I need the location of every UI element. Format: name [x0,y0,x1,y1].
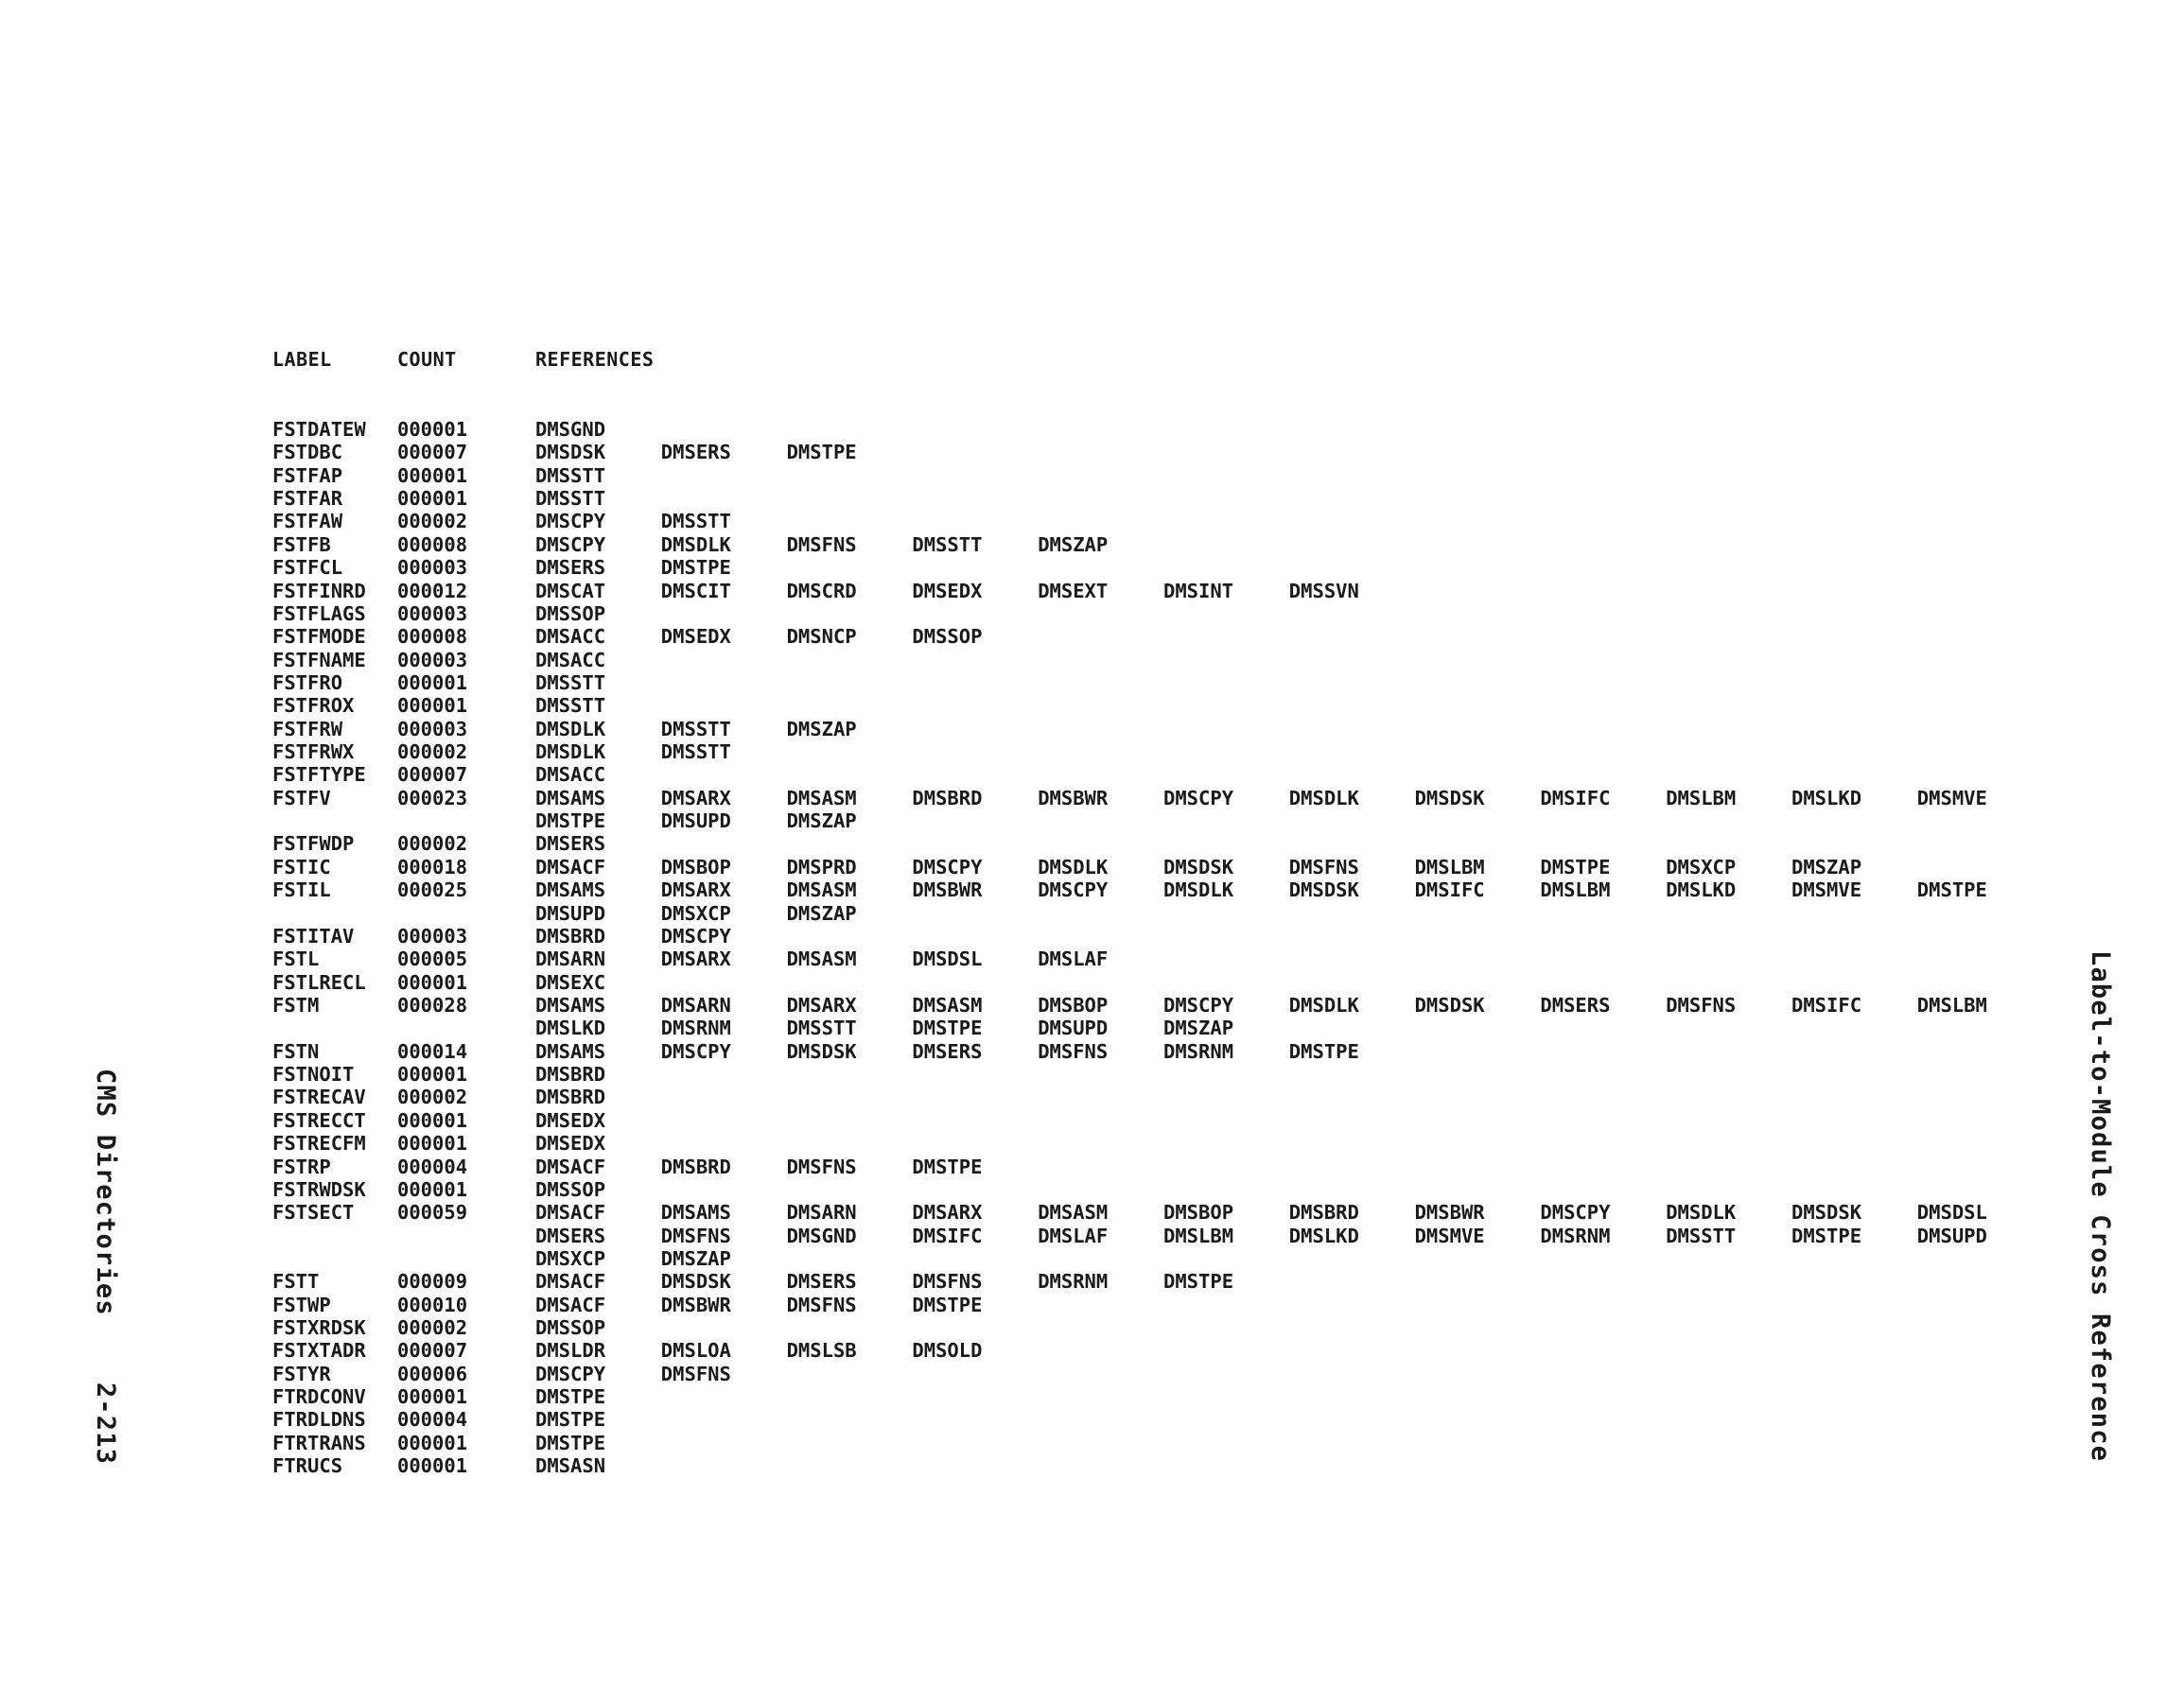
row-reference: DMSEDX [535,1132,606,1156]
row-label: FSTSECT [272,1201,355,1225]
row-reference: DMSSTT [535,694,606,718]
row-reference: DMSZAP [1038,532,1109,556]
row-count: 000002 [397,1086,468,1109]
row-reference: DMSERS [912,1039,983,1063]
row-reference: DMSLAF [1038,1224,1109,1247]
row-label: FSTM [272,993,320,1017]
row-reference: DMSLOA [660,1339,731,1363]
row-label: FSTL [272,948,320,971]
row-reference: DMSAMS [535,1039,606,1063]
row-reference: DMSBRD [912,786,983,809]
row-reference: DMSTPE [1163,1270,1234,1294]
row-reference: DMSTPE [912,1017,983,1040]
row-reference: DMSFNS [1288,855,1359,878]
row-reference: DMSDLK [1038,855,1109,878]
row-reference: DMSSOP [535,1316,606,1340]
row-reference: DMSDLK [535,740,606,764]
row-label: FSTYR [272,1362,331,1385]
row-reference: DMSCPY [535,532,606,556]
row-reference: DMSCPY [1038,878,1109,902]
row-reference: DMSRNM [1163,1039,1234,1063]
row-reference: DMSBRD [535,1086,606,1109]
column-header-label: LABEL [272,348,332,371]
row-count: 000008 [397,625,468,649]
row-reference: DMSDSL [912,948,983,971]
row-reference: DMSGND [786,1224,857,1247]
row-reference: DMSARX [786,993,857,1017]
row-reference: DMSLKD [1666,878,1737,902]
row-label: FSTITAV [272,924,355,948]
row-count: 000002 [397,1316,468,1340]
row-reference: DMSSTT [535,463,606,487]
row-reference: DMSACF [535,1201,606,1225]
row-reference: DMSTPE [912,1293,983,1316]
row-label: FSTXRDSK [272,1316,366,1340]
row-reference: DMSZAP [660,1246,731,1270]
row-label: FSTRECCT [272,1108,366,1132]
row-label: FTRUCS [272,1454,343,1478]
footer-block [91,1069,120,1465]
row-count: 000001 [397,1177,468,1201]
row-label: FSTFAR [272,487,343,511]
row-count: 000003 [397,924,468,948]
footer-title: CMS Directories [91,1069,120,1316]
row-reference: DMSSTT [912,532,983,556]
row-reference: DMSLBM [1163,1224,1234,1247]
row-label: FSTDBC [272,441,343,464]
row-reference: DMSBRD [535,1063,606,1087]
row-count: 000003 [397,648,468,671]
row-reference: DMSTPE [1540,855,1611,878]
row-reference: DMSCPY [660,924,731,948]
row-label: FTRDCONV [272,1385,366,1409]
row-label: FSTFROX [272,694,355,718]
row-reference: DMSARX [660,786,731,809]
row-count: 000003 [397,556,468,580]
row-reference: DMSDLK [1288,993,1359,1017]
row-label: FSTRWDSK [272,1177,366,1201]
row-reference: DMSSVN [1288,579,1359,602]
row-reference: DMSFNS [660,1224,731,1247]
row-label: FSTDATEW [272,418,366,441]
row-count: 000001 [397,487,468,511]
row-reference: DMSDSK [786,1039,857,1063]
row-reference: DMSFNS [660,1362,731,1385]
row-label: FSTNOIT [272,1063,355,1087]
row-reference: DMSLBM [1666,786,1737,809]
row-reference: DMSXCP [660,901,731,925]
row-reference: DMSASM [786,948,857,971]
row-reference: DMSEXC [535,970,606,994]
row-label: FSTFB [272,532,331,556]
row-reference: DMSBWR [912,878,983,902]
row-label: FSTFRW [272,717,343,740]
row-label: FSTFAP [272,463,343,487]
row-reference: DMSZAP [786,717,857,740]
row-reference: DMSASM [786,878,857,902]
row-reference: DMSBRD [660,1155,731,1178]
row-label: FSTWP [272,1293,331,1316]
row-reference: DMSARN [535,948,606,971]
row-reference: DMSPRD [786,855,857,878]
row-reference: DMSTPE [535,809,606,833]
row-reference: DMSERS [1540,993,1611,1017]
row-reference: DMSIFC [1540,786,1611,809]
row-label: FSTFV [272,786,331,809]
row-label: FSTIC [272,855,331,878]
row-reference: DMSSTT [535,670,606,694]
row-reference: DMSCPY [535,1362,606,1385]
row-reference: DMSSOP [535,1177,606,1201]
row-reference: DMSBOP [1163,1201,1234,1225]
row-count: 000001 [397,694,468,718]
row-reference: DMSXCP [535,1246,606,1270]
row-reference: DMSCAT [535,579,606,602]
row-reference: DMSCIT [660,579,731,602]
row-reference: DMSARN [786,1201,857,1225]
row-count: 000001 [397,1063,468,1087]
row-reference: DMSLBM [1916,993,1987,1017]
row-count: 000007 [397,441,468,464]
row-reference: DMSIFC [1791,993,1862,1017]
row-reference: DMSASN [535,1454,606,1478]
row-reference: DMSCPY [535,510,606,533]
row-reference: DMSACF [535,1293,606,1316]
row-reference: DMSMVE [1916,786,1987,809]
row-reference: DMSLBM [1540,878,1611,902]
row-reference: DMSZAP [786,809,857,833]
row-reference: DMSSTT [660,510,731,533]
row-reference: DMSSOP [912,625,983,649]
row-reference: DMSARN [660,993,731,1017]
row-label: FTRDLDNS [272,1408,366,1432]
row-label: FSTFINRD [272,579,366,602]
row-count: 000059 [397,1201,468,1225]
row-reference: DMSDSK [1414,993,1485,1017]
row-label: FSTFNAME [272,648,366,671]
row-label: FSTFMODE [272,625,366,649]
row-reference: DMSTPE [535,1431,606,1454]
row-reference: DMSUPD [660,809,731,833]
row-reference: DMSSOP [535,601,606,625]
row-reference: DMSARX [660,878,731,902]
row-reference: DMSLKD [1288,1224,1359,1247]
row-count: 000001 [397,1132,468,1156]
row-label: FSTLRECL [272,970,366,994]
row-reference: DMSERS [535,832,606,856]
row-count: 000002 [397,510,468,533]
row-reference: DMSUPD [1916,1224,1987,1247]
row-reference: DMSFNS [1666,993,1737,1017]
row-count: 000002 [397,740,468,764]
row-reference: DMSRNM [1038,1270,1109,1294]
page-number: 2-213 [91,1382,120,1466]
row-reference: DMSTPE [1916,878,1987,902]
row-reference: DMSDSL [1916,1201,1987,1225]
row-reference: DMSDSK [1163,855,1234,878]
row-reference: DMSCPY [1163,786,1234,809]
row-reference: DMSACF [535,855,606,878]
row-count: 000001 [397,1431,468,1454]
row-reference: DMSIFC [1414,878,1485,902]
row-count: 000001 [397,1108,468,1132]
row-reference: DMSEXT [1038,579,1109,602]
row-reference: DMSACC [535,763,606,787]
row-reference: DMSMVE [1791,878,1862,902]
row-reference: DMSAMS [535,786,606,809]
row-reference: DMSUPD [1038,1017,1109,1040]
row-count: 000004 [397,1155,468,1178]
row-reference: DMSUPD [535,901,606,925]
row-reference: DMSFNS [786,1155,857,1178]
row-reference: DMSASM [1038,1201,1109,1225]
row-label: FSTFAW [272,510,343,533]
row-label: FSTFRO [272,670,343,694]
row-reference: DMSBWR [660,1293,731,1316]
row-count: 000009 [397,1270,468,1294]
row-count: 000001 [397,1454,468,1478]
row-reference: DMSLKD [535,1017,606,1040]
row-reference: DMSARX [660,948,731,971]
row-reference: DMSNCP [786,625,857,649]
row-count: 000014 [397,1039,468,1063]
row-reference: DMSTPE [535,1385,606,1409]
row-label: FSTN [272,1039,320,1063]
row-reference: DMSZAP [1791,855,1862,878]
row-reference: DMSRNM [1540,1224,1611,1247]
row-reference: DMSXCP [1666,855,1737,878]
row-label: FSTFLAGS [272,601,366,625]
row-reference: DMSEDX [912,579,983,602]
row-count: 000001 [397,970,468,994]
row-reference: DMSZAP [786,901,857,925]
row-label: FSTRP [272,1155,331,1178]
row-reference: DMSARX [912,1201,983,1225]
row-reference: DMSDSK [1288,878,1359,902]
row-reference: DMSERS [786,1270,857,1294]
row-count: 000025 [397,878,468,902]
row-reference: DMSIFC [912,1224,983,1247]
row-label: FSTRECAV [272,1086,366,1109]
column-header-references: REFERENCES [535,348,655,371]
row-reference: DMSAMS [535,878,606,902]
row-reference: DMSSTT [535,487,606,511]
row-reference: DMSTPE [1791,1224,1862,1247]
row-count: 000028 [397,993,468,1017]
row-reference: DMSFNS [1038,1039,1109,1063]
row-label: FSTXTADR [272,1339,366,1363]
row-reference: DMSDLK [660,532,731,556]
row-reference: DMSCPY [1163,993,1234,1017]
row-count: 000007 [397,1339,468,1363]
row-reference: DMSBRD [535,924,606,948]
row-label: FSTIL [272,878,331,902]
row-reference: DMSMVE [1414,1224,1485,1247]
row-count: 000006 [397,1362,468,1385]
row-count: 000018 [397,855,468,878]
row-count: 000007 [397,763,468,787]
row-reference: DMSINT [1163,579,1234,602]
row-reference: DMSDSK [535,441,606,464]
row-reference: DMSTPE [535,1408,606,1432]
row-count: 000001 [397,1385,468,1409]
row-reference: DMSTPE [1288,1039,1359,1063]
row-reference: DMSERS [535,556,606,580]
row-reference: DMSCPY [660,1039,731,1063]
side-title: Label-to-Module Cross Reference [2086,950,2115,1463]
row-reference: DMSBRD [1288,1201,1359,1225]
row-reference: DMSDLK [1163,878,1234,902]
row-reference: DMSASM [912,993,983,1017]
row-reference: DMSACC [535,648,606,671]
row-reference: DMSAMS [535,993,606,1017]
row-reference: DMSLDR [535,1339,606,1363]
row-reference: DMSSTT [786,1017,857,1040]
row-reference: DMSERS [535,1224,606,1247]
row-reference: DMSSTT [660,717,731,740]
row-reference: DMSFNS [786,1293,857,1316]
row-reference: DMSASM [786,786,857,809]
row-count: 000001 [397,418,468,441]
row-count: 000003 [397,717,468,740]
row-label: FSTFWDP [272,832,355,856]
row-reference: DMSDLK [1666,1201,1737,1225]
row-reference: DMSERS [660,441,731,464]
row-reference: DMSDLK [1288,786,1359,809]
row-reference: DMSFNS [912,1270,983,1294]
row-reference: DMSLBM [1414,855,1485,878]
row-reference: DMSCPY [912,855,983,878]
row-reference: DMSACF [535,1270,606,1294]
row-label: FSTT [272,1270,320,1294]
row-reference: DMSRNM [660,1017,731,1040]
row-count: 000001 [397,463,468,487]
row-reference: DMSACC [535,625,606,649]
row-label: FSTFCL [272,556,343,580]
row-label: FSTRECFM [272,1132,366,1156]
row-reference: DMSBOP [660,855,731,878]
row-reference: DMSSTT [660,740,731,764]
row-reference: DMSTPE [786,441,857,464]
row-reference: DMSDSK [1414,786,1485,809]
row-count: 000004 [397,1408,468,1432]
row-label: FSTFTYPE [272,763,366,787]
row-reference: DMSLKD [1791,786,1862,809]
row-reference: DMSDSK [1791,1201,1862,1225]
row-reference: DMSGND [535,418,606,441]
row-count: 000012 [397,579,468,602]
row-reference: DMSLSB [786,1339,857,1363]
row-reference: DMSAMS [660,1201,731,1225]
column-header-count: COUNT [397,348,457,371]
row-count: 000008 [397,532,468,556]
row-label: FTRTRANS [272,1431,366,1454]
row-count: 000001 [397,670,468,694]
row-label: FSTFRWX [272,740,355,764]
row-reference: DMSDSK [660,1270,731,1294]
row-reference: DMSTPE [912,1155,983,1178]
row-reference: DMSLAF [1038,948,1109,971]
row-reference: DMSEDX [660,625,731,649]
row-reference: DMSDLK [535,717,606,740]
row-reference: DMSTPE [660,556,731,580]
row-reference: DMSBWR [1414,1201,1485,1225]
row-reference: DMSCRD [786,579,857,602]
row-count: 000003 [397,601,468,625]
row-reference: DMSFNS [786,532,857,556]
row-reference: DMSEDX [535,1108,606,1132]
row-reference: DMSSTT [1666,1224,1737,1247]
row-reference: DMSZAP [1163,1017,1234,1040]
row-reference: DMSACF [535,1155,606,1178]
row-count: 000002 [397,832,468,856]
row-reference: DMSBOP [1038,993,1109,1017]
row-reference: DMSOLD [912,1339,983,1363]
row-reference: DMSBWR [1038,786,1109,809]
row-count: 000005 [397,948,468,971]
row-count: 000010 [397,1293,468,1316]
row-reference: DMSCPY [1540,1201,1611,1225]
row-count: 000023 [397,786,468,809]
